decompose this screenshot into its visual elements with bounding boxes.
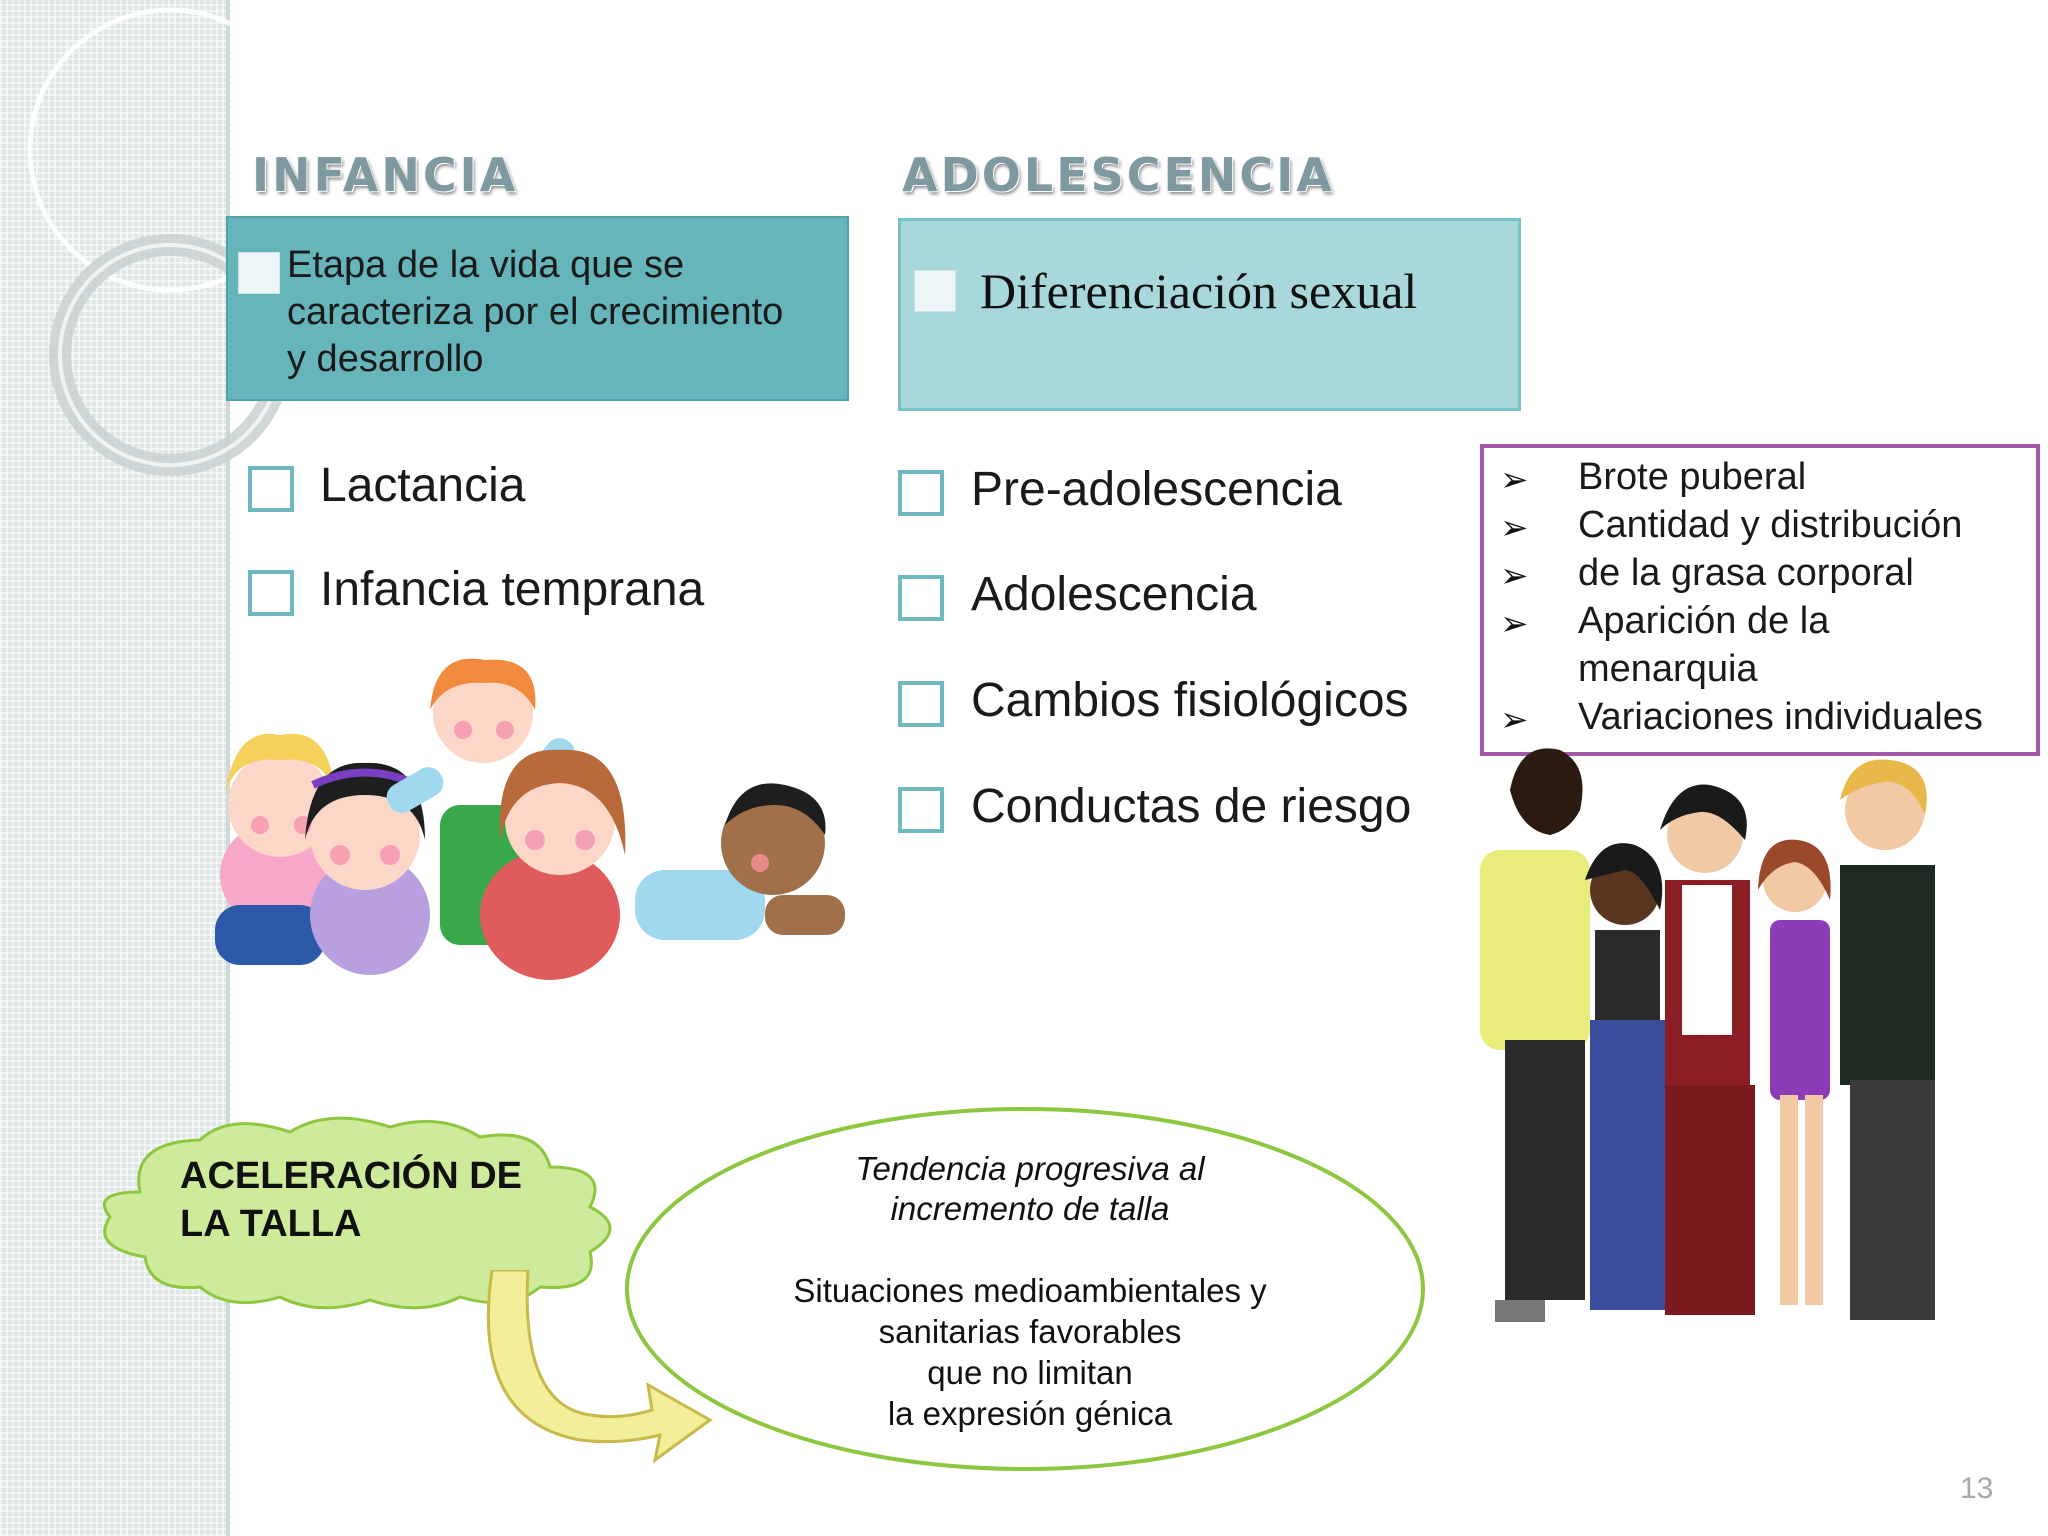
adolescencia-item: Conductas de riesgo bbox=[971, 780, 1412, 833]
checkbox-icon bbox=[248, 570, 294, 616]
infancia-definition-line: Etapa de la vida que se bbox=[287, 244, 685, 286]
arrow-bullet-icon: ➢ bbox=[1500, 557, 1529, 595]
ellipse-line: Situaciones medioambientales y bbox=[793, 1272, 1267, 1309]
adolescencia-definition-text: Diferenciación sexual bbox=[980, 263, 1418, 319]
arrow-bullet-icon: ➢ bbox=[1500, 509, 1529, 547]
checkbox-icon bbox=[898, 681, 944, 727]
puberty-list-item: Variaciones individuales bbox=[1578, 696, 1983, 738]
checkbox-icon bbox=[898, 575, 944, 621]
checkbox-icon bbox=[898, 787, 944, 833]
cloud-line: ACELERACIÓN DE bbox=[180, 1155, 523, 1197]
ellipse-italic-line: Tendencia progresiva al bbox=[855, 1150, 1205, 1187]
box-checkbox-icon bbox=[914, 270, 956, 312]
ellipse-line: que no limitan bbox=[927, 1354, 1133, 1391]
cloud-text bbox=[180, 1152, 522, 1248]
adolescencia-item: Pre-adolescencia bbox=[971, 463, 1342, 516]
arrow-bullet-icon: ➢ bbox=[1500, 701, 1529, 739]
infancia-definition-text bbox=[287, 242, 783, 383]
puberty-list-item: Aparición de la bbox=[1578, 600, 1830, 642]
infancia-definition-line: y desarrollo bbox=[287, 338, 484, 380]
infancia-definition-line: caracteriza por el crecimiento bbox=[287, 291, 784, 333]
infancia-item: Lactancia bbox=[320, 459, 526, 512]
infancia-item: Infancia temprana bbox=[320, 563, 705, 616]
ellipse-italic-line: incremento de talla bbox=[890, 1190, 1170, 1227]
puberty-list-item: menarquia bbox=[1578, 648, 1758, 690]
checkbox-icon bbox=[898, 470, 944, 516]
page-number: 13 bbox=[1960, 1472, 1994, 1505]
puberty-list-item: Brote puberal bbox=[1578, 456, 1807, 498]
ellipse-line: sanitarias favorables bbox=[878, 1313, 1182, 1350]
ellipse-line: la expresión génica bbox=[887, 1395, 1173, 1432]
checkbox-icon bbox=[248, 466, 294, 512]
heading-infancia: INFANCIA bbox=[252, 148, 519, 202]
puberty-list-item: de la grasa corporal bbox=[1578, 552, 1914, 594]
adolescencia-item: Adolescencia bbox=[971, 568, 1257, 621]
arrow-bullet-icon: ➢ bbox=[1500, 461, 1529, 499]
teenagers-illustration bbox=[1420, 740, 1960, 1360]
puberty-list-item: Cantidad y distribución bbox=[1578, 504, 1963, 546]
cloud-line: LA TALLA bbox=[180, 1203, 362, 1245]
box-checkbox-icon bbox=[238, 252, 280, 294]
adolescencia-item: Cambios fisiológicos bbox=[971, 674, 1409, 727]
heading-adolescencia: ADOLESCENCIA bbox=[902, 148, 1335, 202]
arrow-bullet-icon: ➢ bbox=[1500, 605, 1529, 643]
children-illustration bbox=[205, 655, 855, 995]
